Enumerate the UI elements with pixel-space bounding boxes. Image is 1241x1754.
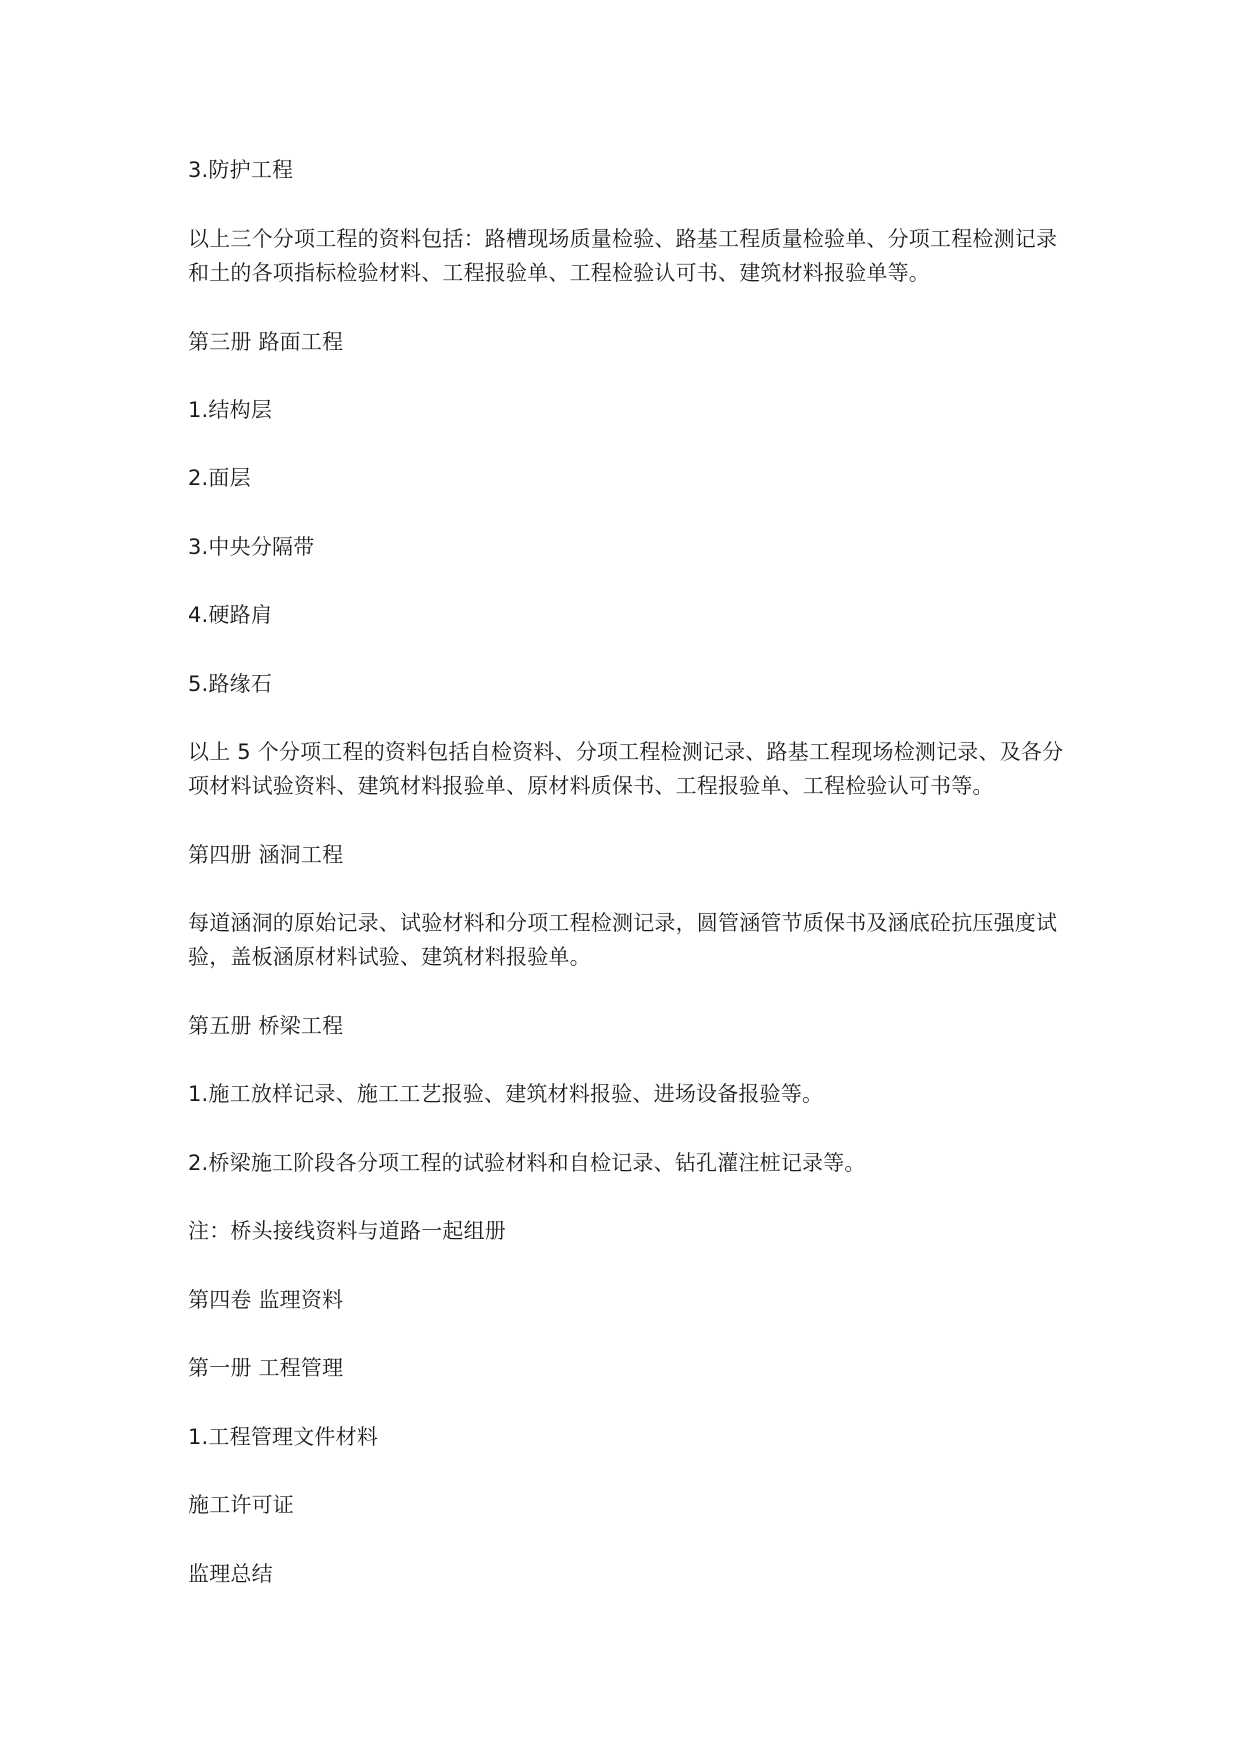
list-item-bridge-1: 1.施工放样记录、施工工艺报验、建筑材料报验、进场设备报验等。 bbox=[188, 1082, 824, 1106]
paragraph-culvert-materials: 每道涵洞的原始记录、试验材料和分项工程检测记录，圆管涵管节质保书及涵底砼抗压强度试验，盖板涵原材料试验、建筑材料报验单。 bbox=[188, 911, 1058, 969]
list-item-median: 3.中央分隔带 bbox=[188, 535, 315, 559]
paragraph-subitem-materials-1: 以上三个分项工程的资料包括：路槽现场质量检验、路基工程质量检验单、分项工程检测记录和土的各项指标检验材料、工程报验单、工程检验认可书、建筑材料报验单等。 bbox=[188, 227, 1058, 285]
item-construction-permit: 施工许可证 bbox=[188, 1493, 294, 1517]
list-item-curbstone: 5.路缘石 bbox=[188, 672, 273, 696]
list-item-management-docs: 1.工程管理文件材料 bbox=[188, 1425, 379, 1449]
note-bridge-approach: 注：桥头接线资料与道路一起组册 bbox=[188, 1219, 506, 1243]
heading-volume4-culvert: 第四册 涵洞工程 bbox=[188, 843, 344, 867]
heading-volume3-pavement: 第三册 路面工程 bbox=[188, 330, 344, 354]
heading-volume5-bridge: 第五册 桥梁工程 bbox=[188, 1014, 344, 1038]
paragraph-subitem-materials-2: 以上 5 个分项工程的资料包括自检资料、分项工程检测记录、路基工程现场检测记录、及各分项材料试验资料、建筑材料报验单、原材料质保书、工程报验单、工程检验认可书等。 bbox=[188, 740, 1064, 798]
item-supervision-summary: 监理总结 bbox=[188, 1562, 273, 1586]
heading-volume1-management: 第一册 工程管理 bbox=[188, 1356, 344, 1380]
list-item-structure-layer: 1.结构层 bbox=[188, 398, 273, 422]
list-item-hard-shoulder: 4.硬路肩 bbox=[188, 603, 273, 627]
list-item-surface-layer: 2.面层 bbox=[188, 466, 251, 490]
list-item-bridge-2: 2.桥梁施工阶段各分项工程的试验材料和自检记录、钻孔灌注桩记录等。 bbox=[188, 1151, 866, 1175]
heading-protection-works: 3.防护工程 bbox=[188, 158, 294, 182]
heading-part4-supervision: 第四卷 监理资料 bbox=[188, 1288, 344, 1312]
